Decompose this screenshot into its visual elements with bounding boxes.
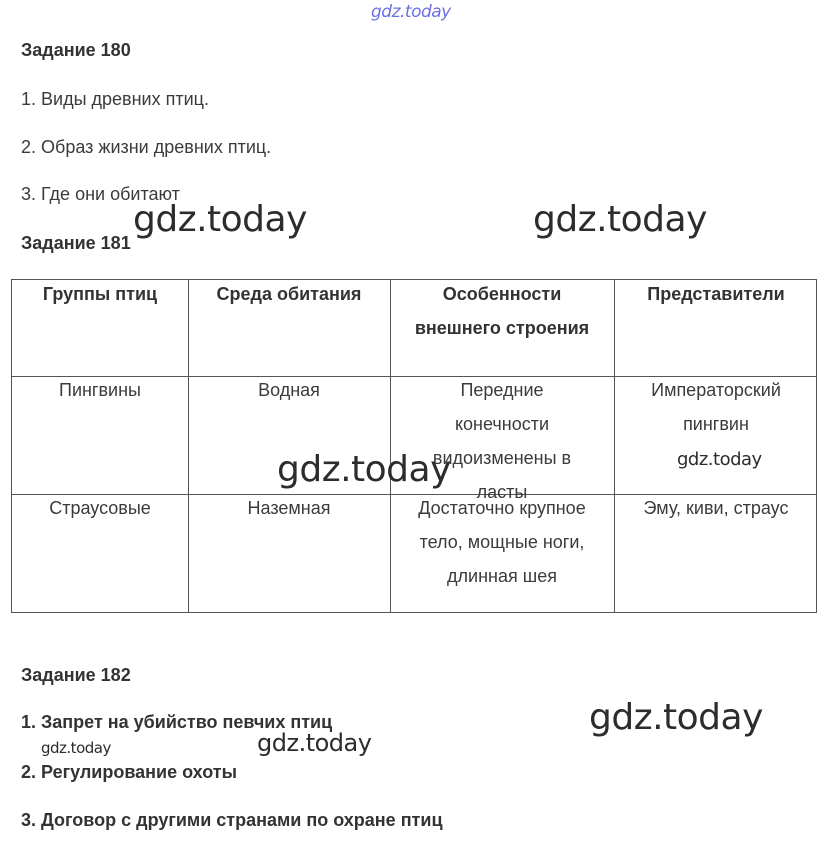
task-180-item-2: 2. Образ жизни древних птиц. bbox=[21, 137, 272, 157]
watermark: gdz.today bbox=[257, 729, 372, 757]
watermark: gdz.today bbox=[677, 449, 762, 470]
task-182-item-3: 3. Договор с другими странами по охране птиц bbox=[21, 810, 443, 830]
bird-groups-table bbox=[11, 279, 817, 613]
table-cell-ostriches-features: Достаточно крупное тело, мощные ноги, длинная шея bbox=[418, 498, 586, 586]
watermark: gdz.today bbox=[277, 449, 451, 490]
table-cell-penguins-group: Пингвины bbox=[59, 380, 141, 400]
watermark: gdz.today bbox=[589, 697, 763, 738]
table-header-groups: Группы птиц bbox=[42, 284, 158, 304]
table-column-divider bbox=[188, 280, 189, 612]
watermark: gdz.today bbox=[533, 199, 707, 240]
task-182-title: Задание 182 bbox=[21, 665, 131, 685]
task-180-item-3: 3. Где они обитают bbox=[21, 184, 180, 204]
task-181-title: Задание 181 bbox=[21, 233, 131, 253]
task-182-item-1: 1. Запрет на убийство певчих птиц bbox=[21, 712, 333, 732]
task-180-item-1: 1. Виды древних птиц. bbox=[21, 89, 209, 109]
table-header-habitat: Среда обитания bbox=[216, 284, 362, 304]
table-cell-penguins-features: Передние конечности видоизменены в ласты bbox=[432, 380, 572, 502]
watermark-top: gdz.today bbox=[371, 2, 451, 22]
table-cell-penguins-habitat: Водная bbox=[258, 380, 320, 400]
table-cell-penguins-representatives: Императорский пингвин bbox=[651, 380, 781, 434]
task-182-item-2: 2. Регулирование охоты bbox=[21, 762, 237, 782]
watermark: gdz.today bbox=[41, 739, 111, 757]
table-header-representatives: Представители bbox=[647, 284, 785, 304]
table-cell-ostriches-habitat: Наземная bbox=[247, 498, 331, 518]
task-180-title: Задание 180 bbox=[21, 40, 131, 60]
table-cell-ostriches-group: Страусовые bbox=[49, 498, 151, 518]
table-cell-ostriches-representatives: Эму, киви, страус bbox=[643, 498, 789, 518]
watermark: gdz.today bbox=[133, 199, 307, 240]
table-header-features: Особенности внешнего строения bbox=[414, 284, 590, 338]
table-column-divider bbox=[614, 280, 615, 612]
